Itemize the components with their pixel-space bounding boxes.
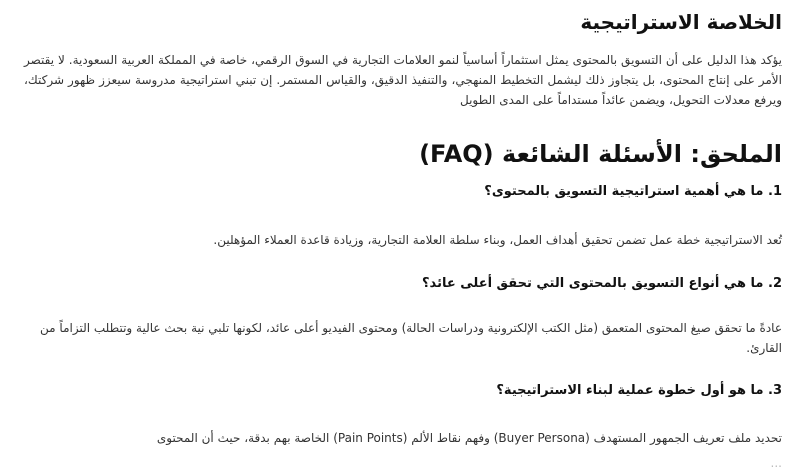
summary-heading: الخلاصة الاستراتيجية [580, 10, 782, 34]
faq-answer-3-continuation: ... [770, 456, 782, 470]
faq-answer-1: تُعد الاستراتيجية خطة عمل تضمن تحقيق أهداف العمل، وبناء سلطة العلامة التجارية، وزيادة قاعدة العملاء المؤهلين. [213, 233, 782, 247]
faq-question-3: 3. ما هو أول خطوة عملية لبناء الاستراتيجية؟ [496, 383, 782, 398]
summary-paragraph: يؤكد هذا الدليل على أن التسويق بالمحتوى يمثل استثماراً أساسياً لنمو العلامات التجارية في السوق الرقمي، خاصة في المملكة العربية السعودية. لا يقتصر الأمر على إنتاج المحتوى، بل يتجاوز ذلك ليشمل التخطيط المنهجي، والتنفيذ الدقيق، والقياس المستمر. إن تبني استراتيجية مدروسة سيعزز ظهور شركتك، ويرفع معدلات التحويل، ويضمن عائداً مستداماً على المدى الطويل [24, 53, 782, 107]
faq-answer-3: تحديد ملف تعريف الجمهور المستهدف (Buyer Persona) وفهم نقاط الألم (Pain Points) الخاصة بهم بدقة، حيث أن المحتوى [156, 431, 782, 445]
faq-heading: الملحق: الأسئلة الشائعة (FAQ) [419, 140, 782, 168]
faq-question-2: 2. ما هي أنواع التسويق بالمحتوى التي تحقق أعلى عائد؟ [422, 276, 782, 291]
faq-answer-2: عادةً ما تحقق صيغ المحتوى المتعمق (مثل الكتب الإلكترونية ودراسات الحالة) ومحتوى الفيديو أعلى عائد، لكونها تلبي نية بحث عالية وتتطلب التزاماً من القارئ. [40, 321, 782, 355]
faq-question-1: 1. ما هي أهمية استراتيجية التسويق بالمحتوى؟ [484, 184, 782, 199]
